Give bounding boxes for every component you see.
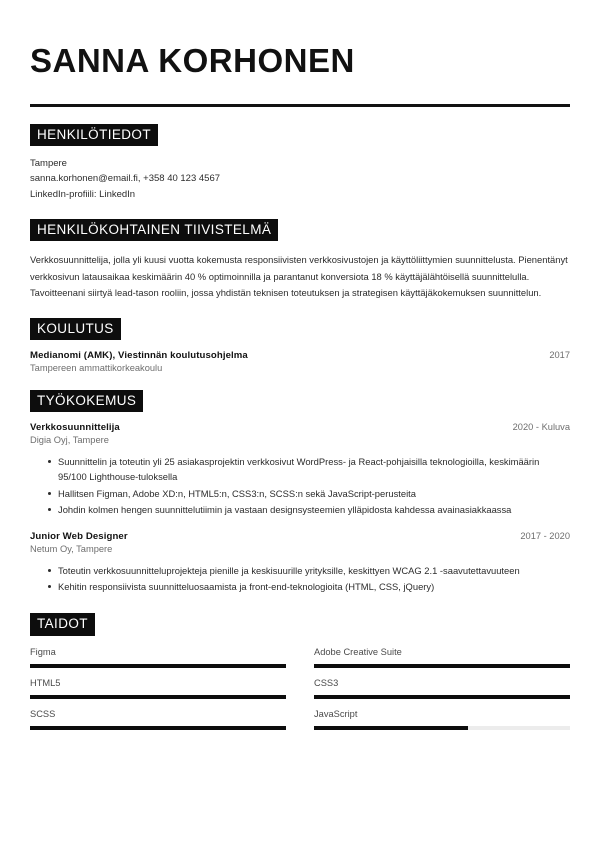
experience-entry-header — [30, 422, 570, 433]
experience-role: Junior Web Designer — [30, 531, 128, 543]
list-item: Hallitsen Figman, Adobe XD:n, HTML5:n, CSS3:n, SCSS:n sekä JavaScript-perusteita — [48, 486, 570, 501]
skill-progress-track — [314, 695, 570, 699]
skill-progress-fill — [314, 726, 468, 730]
experience-entry — [30, 422, 570, 517]
skill-progress-fill — [30, 695, 286, 699]
skill-progress-track — [314, 726, 570, 730]
skill-item — [314, 647, 570, 668]
skill-progress-fill — [30, 664, 286, 668]
section-education — [30, 318, 570, 373]
education-entry — [30, 350, 570, 373]
skills-grid — [30, 647, 570, 730]
skill-label: JavaScript — [314, 708, 358, 719]
list-item: Suunnittelin ja toteutin yli 25 asiakasprojektin verkkosivut WordPress- ja React-pohjaisilla teknologioilla, keskimäärin 95/100 Lighthouse-tuloksella — [48, 454, 570, 484]
list-item: Kehitin responsiivista suunnitteluosaamista ja front-end-teknologioita (HTML, CSS, jQuery) — [48, 579, 570, 594]
skill-item — [30, 678, 286, 699]
experience-entry-header — [30, 531, 570, 542]
section-heading-experience: TYÖKOKEMUS — [30, 390, 143, 412]
page-title: SANNA KORHONEN — [30, 42, 355, 79]
skill-item — [314, 678, 570, 699]
contact-line-email-phone: sanna.korhonen@email.fi, +358 40 123 4567 — [30, 173, 221, 185]
skill-progress-track — [30, 664, 286, 668]
skill-progress-track — [30, 695, 286, 699]
experience-company: Digia Oyj, Tampere — [30, 435, 109, 446]
section-heading-summary: HENKILÖKOHTAINEN TIIVISTELMÄ — [30, 219, 278, 241]
skill-item — [30, 647, 286, 668]
section-skills — [30, 613, 570, 729]
section-heading-personal-details: HENKILÖTIEDOT — [30, 124, 158, 146]
skill-label: Figma — [30, 646, 56, 657]
skill-progress-fill — [314, 664, 570, 668]
skill-progress-track — [314, 664, 570, 668]
skill-progress-track — [30, 726, 286, 730]
education-entry-header — [30, 350, 570, 361]
contact-line-location: Tampere — [30, 158, 67, 170]
list-item: Toteutin verkkosuunnitteluprojekteja pienille ja keskisuurille yrityksille, keskittyen WCAG 2.1 -saavutettavuuteen — [48, 563, 570, 578]
summary-text: Verkkosuunnittelija, jolla yli kuusi vuotta kokemusta responsiivisten verkkosivustojen ja käyttöliittymien suunnittelusta. Pienentänyt verkkosivun latausaikaa keskimäärin 40 % optimoinnilla ja parantanut konversiota 18 % käyttäjälähtöisellä suunnittelulla. Tavoitteenani siirtyä lead-tason rooliin, jossa yhdistän teknisen toteutuksen ja strategisen käyttäjäkokemuksen suunnittelun. — [30, 254, 568, 298]
skill-label: CSS3 — [314, 677, 339, 688]
education-date: 2017 — [549, 349, 570, 360]
section-experience — [30, 390, 570, 595]
experience-bullet-list — [30, 563, 570, 594]
section-personal-details — [30, 124, 570, 202]
header-divider — [30, 104, 570, 107]
contact-block — [30, 156, 570, 202]
experience-bullet-list — [30, 454, 570, 517]
skill-label: HTML5 — [30, 677, 61, 688]
experience-company: Netum Oy, Tampere — [30, 544, 113, 555]
experience-role: Verkkosuunnittelija — [30, 422, 120, 434]
section-summary — [30, 219, 570, 301]
experience-entry — [30, 531, 570, 594]
education-degree: Medianomi (AMK), Viestinnän koulutusohjelma — [30, 349, 248, 361]
skill-label: Adobe Creative Suite — [314, 646, 402, 657]
skill-label: SCSS — [30, 708, 56, 719]
list-item: Johdin kolmen hengen suunnittelutiimin ja vastaan designsysteemien ylläpidosta kahdessa avainasiakkaassa — [48, 502, 570, 517]
education-school: Tampereen ammattikorkeakoulu — [30, 362, 163, 373]
skill-item — [30, 709, 286, 730]
experience-date: 2020 - Kuluva — [512, 422, 570, 433]
section-heading-education: KOULUTUS — [30, 318, 121, 340]
skill-progress-fill — [30, 726, 286, 730]
contact-line-linkedin[interactable]: LinkedIn-profiili: LinkedIn — [30, 188, 136, 200]
skill-item — [314, 709, 570, 730]
section-heading-skills: TAIDOT — [30, 613, 95, 635]
experience-date: 2017 - 2020 — [520, 531, 570, 542]
skill-progress-fill — [314, 695, 570, 699]
